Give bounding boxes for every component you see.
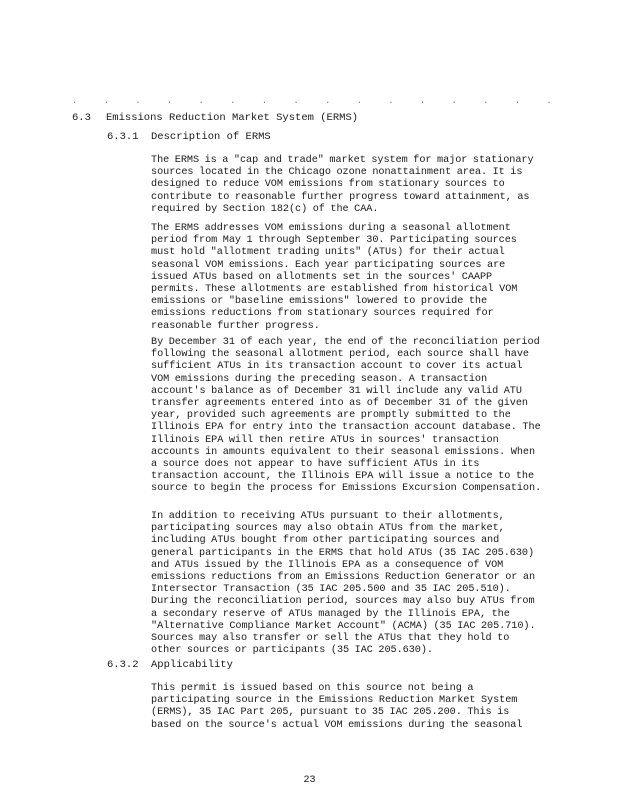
section-number: 6.3 (72, 112, 91, 124)
subsection-heading-description (107, 131, 271, 143)
subsection-number: 6.3.1 (107, 131, 139, 143)
paragraph: By December 31 of each year, the end of the reconciliation period following the seasonal allotment period, each source shall have sufficient ATUs in its transaction account to cover its actual VOM emissions during the preceding season. A transaction account's balance as of December 31 will include any valid ATU transfer agreements entered into as of December 31 of the given year, provided such agreements are promptly submitted to the Illinois EPA for entry into the transaction account database. The Illinois EPA will then retire ATUs in sources' transaction accounts in amounts equivalent to their seasonal emissions. When a source does not appear to have sufficient ATUs in its transaction account, the Illinois EPA will issue a notice to the source to begin the process for Emissions Excursion Compensation. (151, 337, 542, 495)
subsection-title: Applicability (151, 659, 233, 671)
subsection-heading-applicability (107, 659, 233, 671)
header-dot-leaders: . . . . . . . . . . . . . . . . (72, 96, 552, 106)
paragraph: In addition to receiving ATUs pursuant to their allotments, participating sources may also obtain ATUs from the market, including ATUs bought from other participating sources and general participants in the ERMS that hold ATUs (35 IAC 205.630) and ATUs issued by the Illinois EPA as a consequence of VOM emissions reductions from an Emissions Reduction Generator or an Intersector Transaction (35 IAC 205.500 and 35 IAC 205.510). During the reconciliation period, sources may also buy ATUs from a secondary reserve of ATUs managed by the Illinois EPA, the "Alternative Compliance Market Account" (ACMA) (35 IAC 205.710). Sources may also transfer or sell the ATUs that they hold to other sources or participants (35 IAC 205.630). (151, 511, 536, 657)
page-number: 23 (303, 775, 316, 786)
section-heading (72, 112, 358, 124)
subsection-title: Description of ERMS (151, 131, 271, 143)
paragraph: The ERMS addresses VOM emissions during a seasonal allotment period from May 1 through September 30. Participating sources must hold "allotment trading units" (ATUs) for their actual seasonal VOM emissions. Each year participating sources are issued ATUs based on allotments set in the sources' CAAPP permits. These allotments are established from historical VOM emissions or "baseline emissions" lowered to provide the emissions reductions from stationary sources required for reasonable further progress. (151, 223, 518, 332)
paragraph: This permit is issued based on this source not being a participating source in the Emissions Reduction Market System (ERMS), 35 IAC Part 205, pursuant to 35 IAC 205.200. This is based on the source's actual VOM emissions during the seasonal (151, 683, 523, 731)
subsection-number: 6.3.2 (107, 659, 139, 671)
paragraph: The ERMS is a "cap and trade" market system for major stationary sources located in the Chicago ozone nonattainment area. It is designed to reduce VOM emissions from stationary sources to contribute to reasonable further progress toward attainment, as required by Section 182(c) of the CAA. (151, 155, 534, 215)
section-title: Emissions Reduction Market System (ERMS) (106, 112, 359, 124)
